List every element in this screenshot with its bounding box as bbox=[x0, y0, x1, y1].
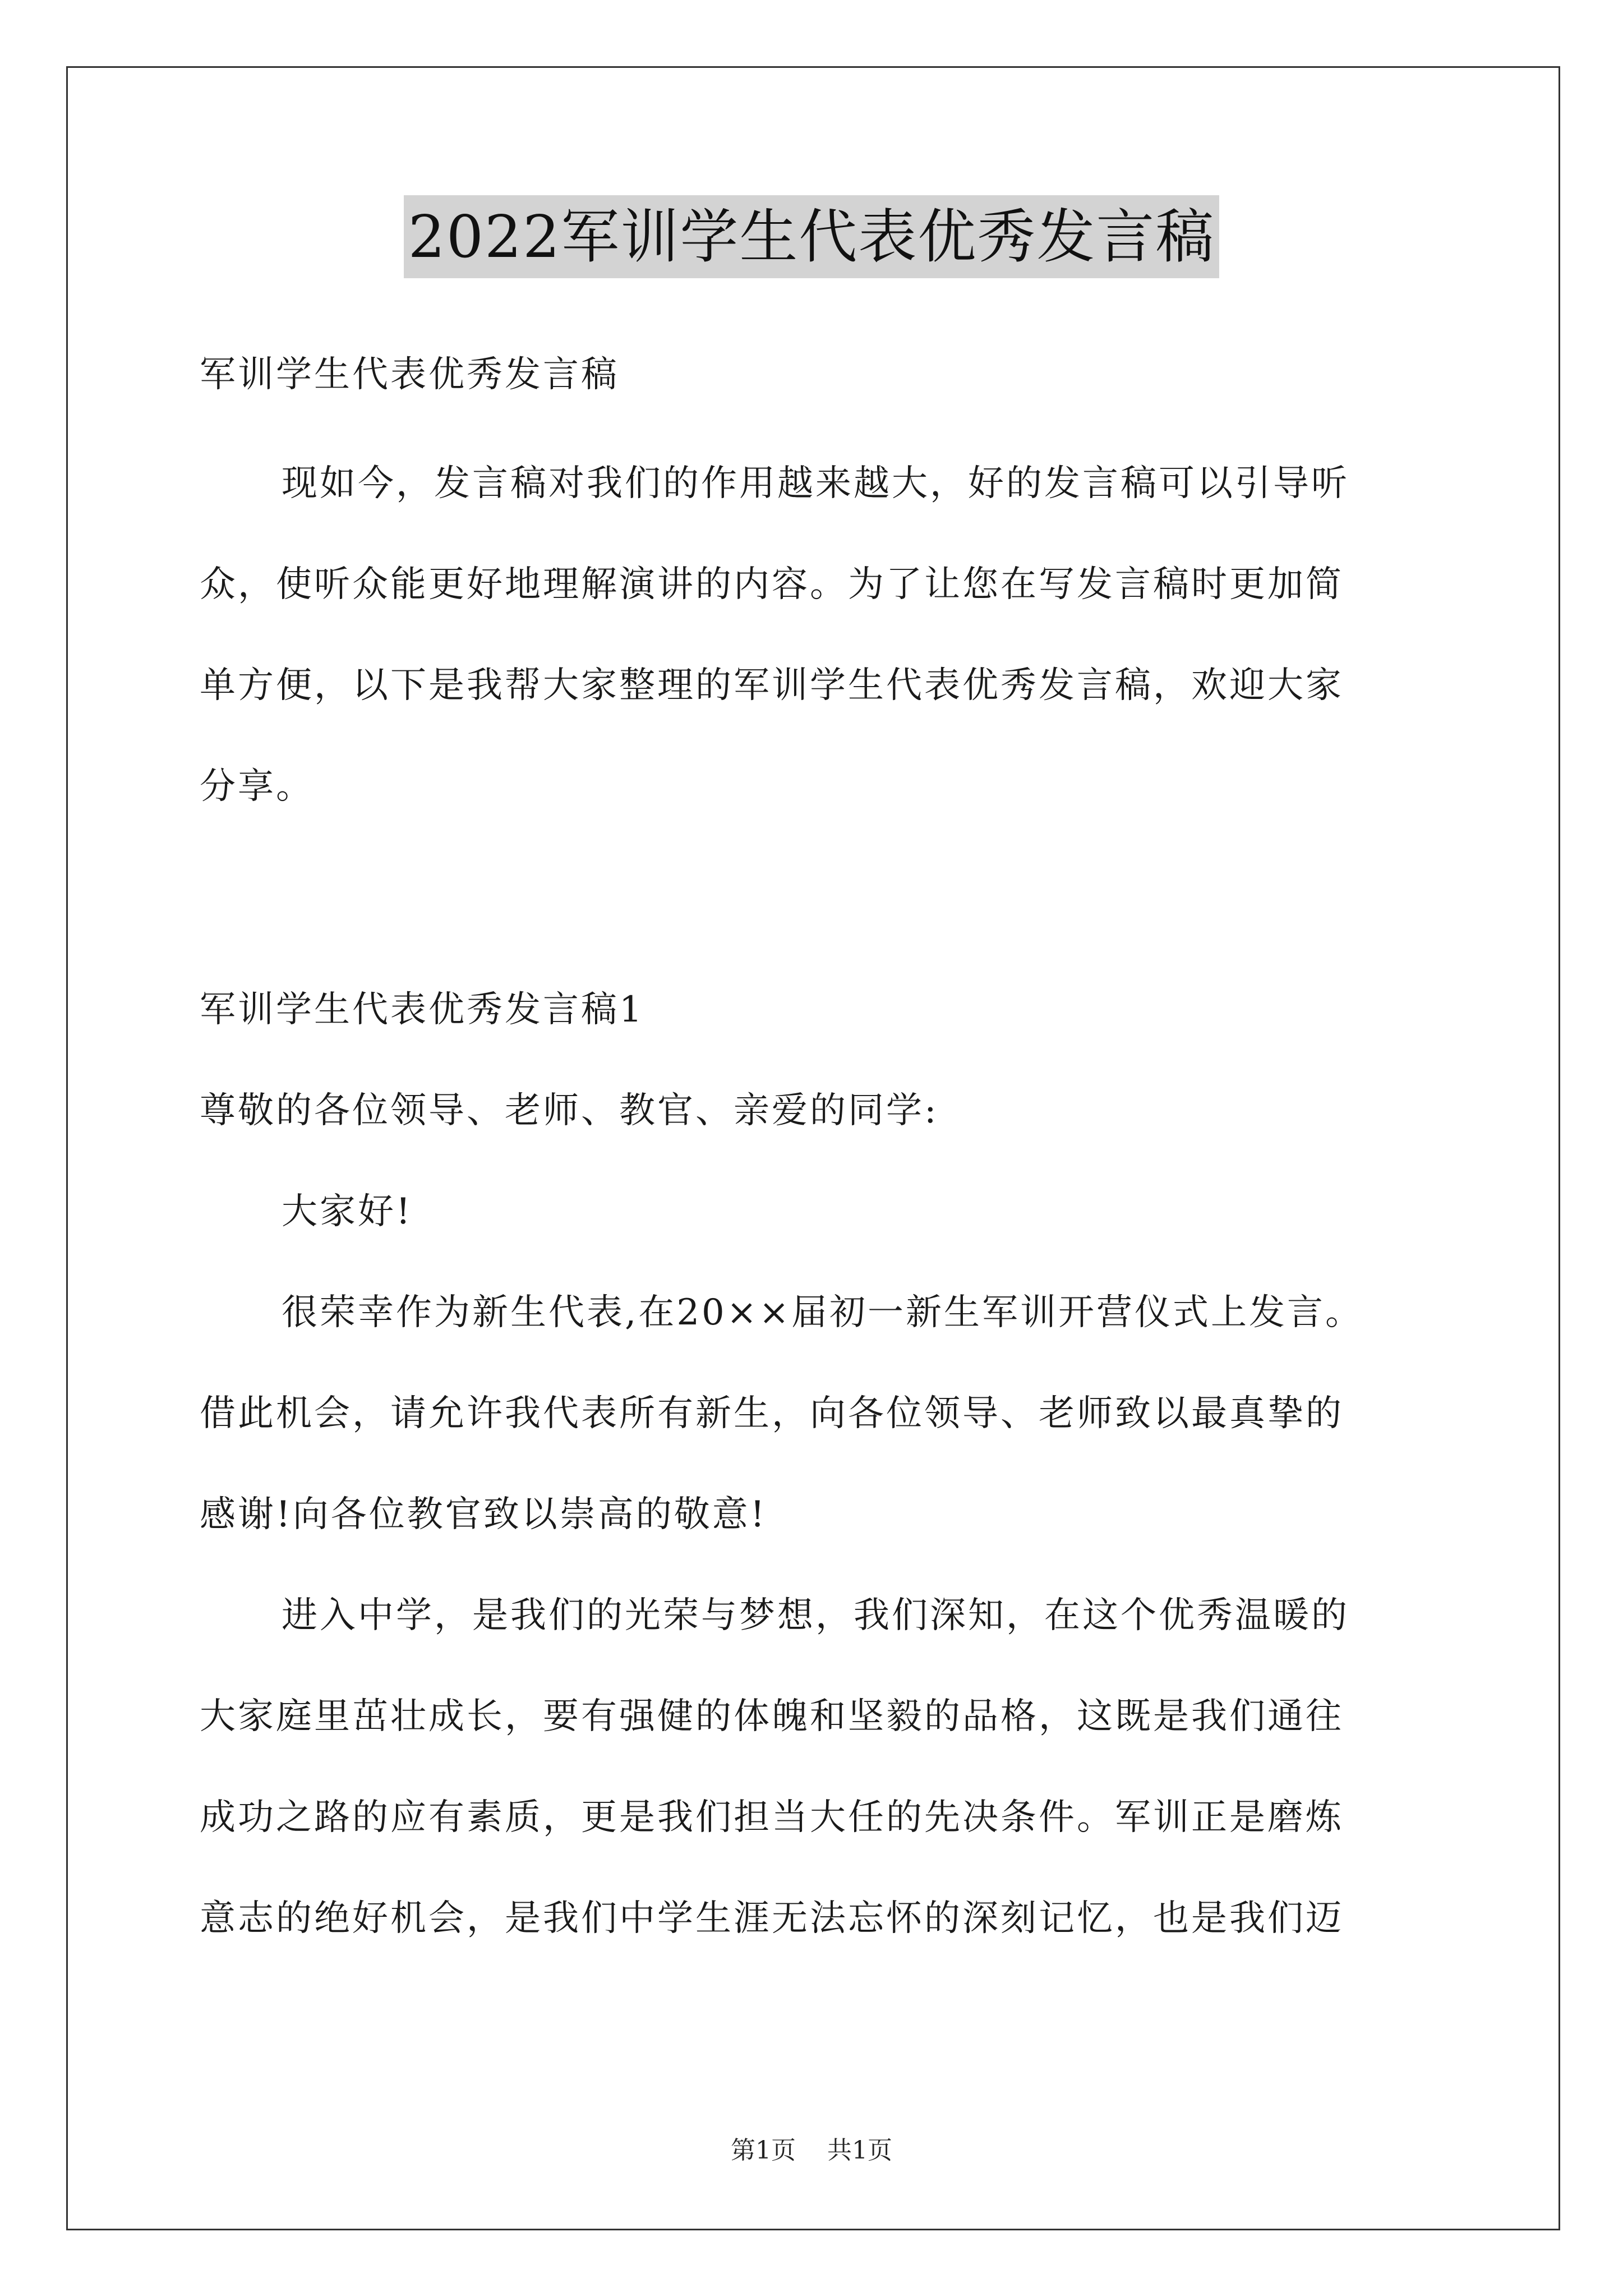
paragraph-1-line-3: 感谢!向各位教官致以崇高的敬意! bbox=[200, 1494, 767, 1535]
page-number: 第1页 bbox=[731, 2136, 796, 2165]
paragraph-2-line-4: 意志的绝好机会，是我们中学生涯无法忘怀的深刻记忆，也是我们迈 bbox=[200, 1898, 1344, 1939]
intro-paragraph-line-2: 众，使听众能更好地理解演讲的内容。为了让您在写发言稿时更加简 bbox=[200, 564, 1344, 605]
subtitle-line: 军训学生代表优秀发言稿 bbox=[200, 354, 619, 395]
paragraph-2-line-3: 成功之路的应有素质，更是我们担当大任的先决条件。军训正是磨炼 bbox=[200, 1797, 1344, 1838]
salutation-line: 尊敬的各位领导、老师、教官、亲爱的同学: bbox=[200, 1090, 939, 1131]
title-container bbox=[0, 195, 1623, 278]
paragraph-2-line-2: 大家庭里茁壮成长，要有强健的体魄和坚毅的品格，这既是我们通往 bbox=[200, 1696, 1344, 1737]
paragraph-2-line-1: 进入中学，是我们的光荣与梦想，我们深知，在这个优秀温暖的 bbox=[282, 1595, 1349, 1636]
intro-paragraph-line-3: 单方便，以下是我帮大家整理的军训学生代表优秀发言稿，欢迎大家 bbox=[200, 665, 1344, 706]
paragraph-1-line-1: 很荣幸作为新生代表,在20××届初一新生军训开营仪式上发言。 bbox=[282, 1292, 1364, 1333]
greeting-line: 大家好! bbox=[282, 1191, 413, 1232]
intro-paragraph-line-1: 现如今，发言稿对我们的作用越来越大，好的发言稿可以引导听 bbox=[282, 463, 1349, 504]
page-total: 共1页 bbox=[827, 2136, 892, 2165]
page-footer bbox=[0, 2135, 1623, 2166]
section-heading: 军训学生代表优秀发言稿1 bbox=[200, 989, 644, 1030]
intro-paragraph-line-4: 分享。 bbox=[200, 766, 314, 807]
document-title: 2022军训学生代表优秀发言稿 bbox=[404, 195, 1220, 278]
paragraph-1-line-2: 借此机会，请允许我代表所有新生，向各位领导、老师致以最真挚的 bbox=[200, 1393, 1344, 1434]
